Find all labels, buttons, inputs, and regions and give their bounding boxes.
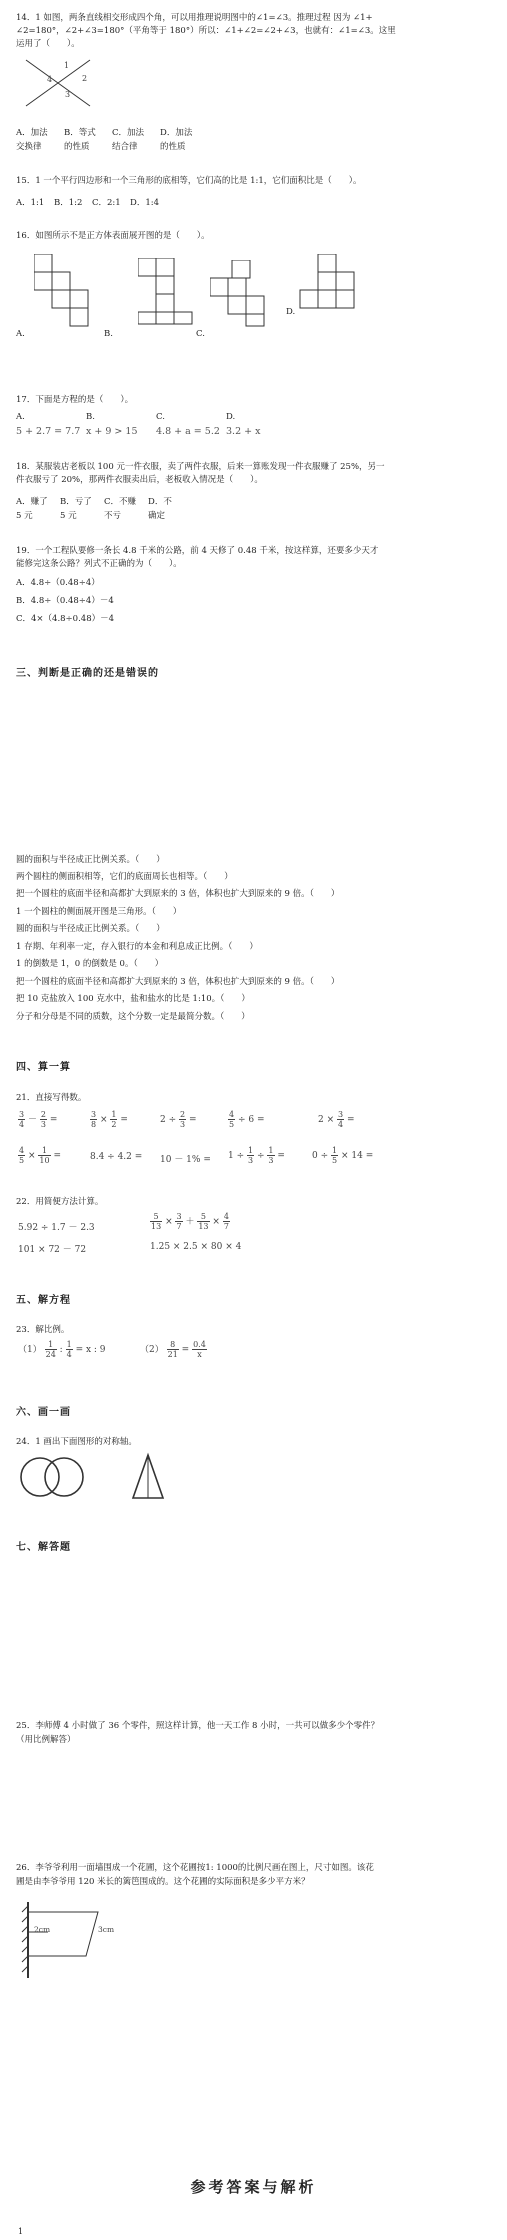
- q18-option-b-cont: 5 元: [60, 511, 77, 521]
- cube-net-a: [34, 254, 94, 334]
- q17-option-a: 5 + 2.7 = 7.7: [16, 426, 81, 437]
- q14-option-a-cont: 交换律: [16, 142, 42, 152]
- q19-line1: 19．一个工程队要修一条长 4.8 千米的公路，前 4 天修了 0.48 千米，按这样算，还要多少天才: [16, 546, 379, 556]
- section-4-title: 四、算一算: [16, 1062, 71, 1073]
- q18-options-line2: [16, 509, 192, 521]
- q18-option-c[interactable]: C．不赚: [104, 497, 137, 507]
- isosceles-triangle-figure: [130, 1452, 166, 1502]
- q15-option-c[interactable]: C．2:1: [92, 198, 121, 208]
- angle-label-4: 4: [47, 75, 53, 84]
- q14-options: [16, 126, 208, 138]
- angle-label-3: 3: [65, 90, 71, 99]
- q17-option-letters: [16, 412, 296, 422]
- angle-label-2: 2: [82, 74, 88, 83]
- calc-2-4: 1 ÷ $\frac{1}{3}$ ÷ $\frac{1}{3}$ =: [228, 1146, 285, 1165]
- q16-label-a[interactable]: A.: [16, 329, 25, 339]
- q18-option-d-cont: 确定: [148, 511, 166, 521]
- q15-option-a[interactable]: A．1:1: [16, 198, 45, 208]
- calc-1-2: $\frac{3}{8}$ × $\frac{1}{2}$ =: [91, 1110, 128, 1129]
- q18-line2: 件衣服亏了 20%，那两件衣服卖出后，老板收入情况是（ ）。: [16, 475, 263, 485]
- q18-line1: 18．某服装店老板以 100 元一件衣服，卖了两件衣服，后来一算账发现一件衣服赚了 25%，另一: [16, 462, 385, 472]
- judge-item-1: 圆的面积与半径成正比例关系。（ ）: [16, 855, 165, 865]
- q14-option-c[interactable]: C．加法: [112, 128, 145, 138]
- cube-net-d: [298, 254, 362, 318]
- q17-letter-d[interactable]: D.: [226, 412, 236, 422]
- q17-letter-a[interactable]: A.: [16, 412, 25, 422]
- q17-options: [16, 426, 296, 437]
- q14-option-d[interactable]: D．加法: [160, 128, 193, 138]
- q19-option-a[interactable]: A．4.8÷（0.48÷4）: [16, 578, 100, 588]
- judge-item-6: 1 存期、年利率一定，存入银行的本金和利息成正比例。（ ）: [16, 942, 258, 952]
- proportion-eq-1: （1） $\frac{1}{24}$ : $\frac{1}{4}$ = x : 9: [18, 1340, 106, 1359]
- judge-item-7: 1 的倒数是 1，0 的倒数是 0。（ ）: [16, 959, 164, 969]
- q17-letter-c[interactable]: C.: [156, 412, 165, 422]
- q25-line2: （用比例解答）: [16, 1735, 76, 1745]
- q17-text: 17．下面是方程的是（ ）。: [16, 395, 134, 405]
- calc-1-5: 2 × $\frac{3}{4}$ =: [318, 1110, 355, 1129]
- section-7-title: 七、解答题: [16, 1542, 71, 1553]
- calc-1-4: $\frac{4}{5}$ ÷ 6 =: [229, 1110, 265, 1129]
- calc-2-5: 0 ÷ $\frac{1}{5}$ × 14 =: [312, 1146, 374, 1165]
- q16-label-d[interactable]: D.: [286, 307, 296, 317]
- q14-line1: 14．1 如图，两条直线相交形成四个角，可以用推理说明图中的∠1=∠3。推理过程 因为 ∠1+: [16, 13, 373, 23]
- q14-option-a[interactable]: A．加法: [16, 128, 48, 138]
- page-number: 1: [18, 2227, 24, 2236]
- garden-trapezoid-figure: [18, 1898, 128, 1982]
- q24-text: 24．1 画出下面图形的对称轴。: [16, 1437, 137, 1447]
- simp-calc-3: 101 × 72 － 72: [18, 1245, 87, 1255]
- q21-text: 21．直接写得数。: [16, 1093, 87, 1103]
- q18-option-c-cont: 不亏: [104, 511, 122, 521]
- q22-text: 22．用简便方法计算。: [16, 1197, 104, 1207]
- q19-option-b[interactable]: B．4.8÷（0.48÷4）－4: [16, 596, 114, 606]
- simp-calc-4: 1.25 × 2.5 × 80 × 4: [150, 1242, 242, 1252]
- section-6-title: 六、画一画: [16, 1407, 71, 1418]
- judge-item-5: 圆的面积与半径成正比例关系。（ ）: [16, 924, 165, 934]
- q14-line2: ∠2=180°，∠2+∠3=180°（平角等于 180°）所以：∠1+∠2=∠2+∠3，也就有：∠1=∠3。这里: [16, 26, 396, 36]
- q19-line2: 能修完这条公路？列式不正确的为（ ）。: [16, 559, 182, 569]
- dimension-label-3cm: 3cm: [98, 1925, 115, 1934]
- judge-item-8: 把一个圆柱的底面半径和高都扩大到原来的 3 倍，体积也扩大到原来的 9 倍。（ ）: [16, 977, 340, 987]
- q18-option-a-cont: 5 元: [16, 511, 33, 521]
- section-3-title: 三、判断是正确的还是错误的: [16, 668, 159, 679]
- q15-option-b[interactable]: B．1:2: [54, 198, 83, 208]
- simp-calc-1: 5.92 ÷ 1.7 － 2.3: [18, 1223, 95, 1233]
- cube-net-c: [210, 260, 272, 330]
- q18-option-b[interactable]: B．亏了: [60, 497, 92, 507]
- q25-line1: 25．李师傅 4 小时做了 36 个零件，照这样计算，他一天工作 8 小时，一共可以做多少个零件？: [16, 1721, 380, 1731]
- q17-option-d: 3.2 + x: [226, 426, 261, 437]
- angle-label-1: 1: [64, 61, 70, 70]
- calc-2-2: 8.4 ÷ 4.2 =: [90, 1152, 143, 1162]
- proportion-eq-2: （2） $\frac{8}{21}$ = $\frac{0.4}{x}$: [140, 1340, 206, 1359]
- q18-options: [16, 495, 192, 507]
- q14-options-line2: [16, 140, 208, 152]
- q19-option-c[interactable]: C．4×（4.8÷0.48）－4: [16, 614, 115, 624]
- judge-item-4: 1 一个圆柱的侧面展开图是三角形。（ ）: [16, 907, 182, 917]
- section-5-title: 五、解方程: [16, 1295, 71, 1306]
- q18-option-d[interactable]: D．不: [148, 497, 172, 507]
- q26-line2: 圃是由李爷爷用 120 米长的篱笆围成的。这个花圃的实际面积是多少平方米？: [16, 1877, 310, 1887]
- q14-option-b-cont: 的性质: [64, 142, 90, 152]
- q16-label-c[interactable]: C.: [196, 329, 205, 339]
- q16-text: 16．如图所示不是正方体表面展开图的是（ ）。: [16, 231, 210, 241]
- overlapping-circles-figure: [18, 1456, 88, 1498]
- simp-calc-2: $\frac{5}{13}$ × $\frac{3}{7}$ ＋ $\frac{5}{13}$ × $\frac{4}{7}$: [151, 1212, 229, 1231]
- q14-option-c-cont: 结合律: [112, 142, 138, 152]
- judge-item-9: 把 10 克盐放入 100 克水中，盐和盐水的比是 1:10。（ ）: [16, 994, 250, 1004]
- q17-letter-b[interactable]: B.: [86, 412, 95, 422]
- q18-option-a[interactable]: A．赚了: [16, 497, 48, 507]
- q16-label-b[interactable]: B.: [104, 329, 113, 339]
- q14-option-d-cont: 的性质: [160, 142, 186, 152]
- calc-1-1: $\frac{3}{4}$ － $\frac{2}{3}$ =: [19, 1110, 58, 1129]
- calc-2-1: $\frac{4}{5}$ × $\frac{1}{10}$ =: [19, 1146, 61, 1165]
- judge-item-2: 两个圆柱的侧面积相等，它们的底面周长也相等。（ ）: [16, 872, 233, 882]
- q15-options: [16, 196, 168, 208]
- q15-text: 15．1 一个平行四边形和一个三角形的底相等，它们高的比是 1:1，它们面积比是（ ）。: [16, 176, 362, 186]
- calc-1-3: 2 ÷ $\frac{2}{3}$ =: [160, 1110, 197, 1129]
- judge-item-10: 分子和分母是不同的质数，这个分数一定是最简分数。（ ）: [16, 1012, 250, 1022]
- intersecting-lines-figure: [22, 54, 94, 114]
- cube-net-b: [138, 258, 198, 328]
- q14-line3: 运用了（ ）。: [16, 39, 80, 49]
- answers-title: 参考答案与解析: [190, 2178, 317, 2196]
- q15-option-d[interactable]: D．1:4: [130, 198, 159, 208]
- calc-2-3: 10 － 1% =: [160, 1155, 211, 1165]
- q17-option-c: 4.8 + a = 5.2: [156, 426, 220, 437]
- judge-item-3: 把一个圆柱的底面半径和高都扩大到原来的 3 倍，体积也扩大到原来的 9 倍。（ ）: [16, 889, 340, 899]
- q26-line1: 26．李爷爷利用一面墙围成一个花圃，这个花圃按1: 1000的比例尺画在图上，尺寸如图。该花: [16, 1863, 374, 1873]
- dimension-label-2cm: 2cm: [34, 1925, 51, 1934]
- q17-option-b: x + 9 > 15: [86, 426, 138, 437]
- q23-text: 23．解比例。: [16, 1325, 70, 1335]
- q14-option-b[interactable]: B．等式: [64, 128, 96, 138]
